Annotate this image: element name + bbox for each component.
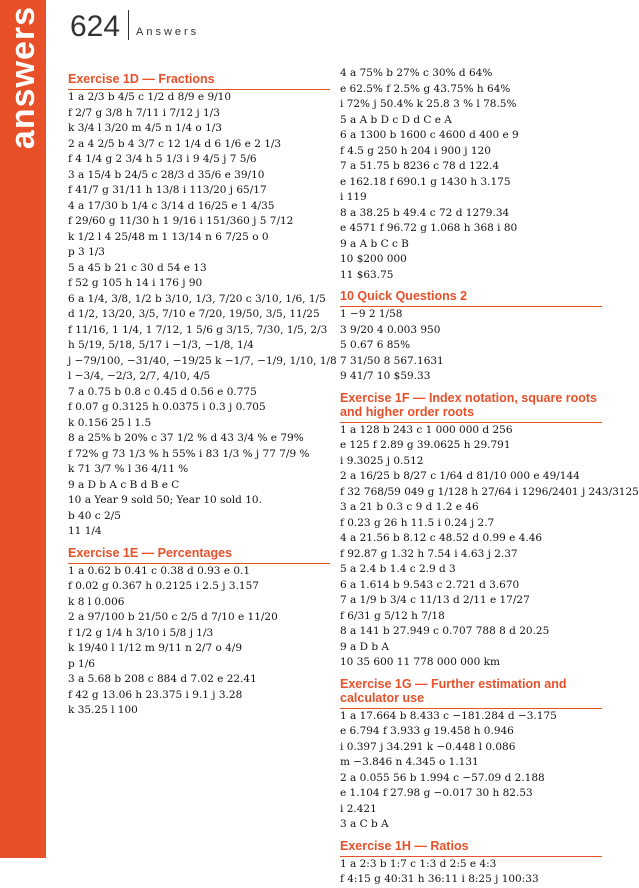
answer-line: 9 a D b A c B d B e C	[68, 478, 180, 491]
answer-line: f 72% g 73 1/3 % h 55% i 83 1/3 % j 77 7/9 %	[68, 447, 310, 460]
answer-line: 2 a 97/100 b 21/50 c 2/5 d 7/10 e 11/20	[68, 611, 278, 623]
answer-line: e 6.794 f 3.933 g 19.458 h 0.946	[340, 725, 514, 737]
answer-line: f 4:15 g 40:31 h 36:11 i 8:25 j 100:33	[340, 873, 539, 885]
answer-line: 5 0.67 6 85%	[340, 339, 411, 351]
answer-line: e 62.5% f 2.5% g 43.75% h 64%	[340, 82, 511, 95]
answer-line: f 32 768/59 049 g 1/128 h 27/64 i 1296/2401 j 243/3125	[340, 485, 639, 498]
answer-line: i 9.3025 j 0.512	[340, 454, 424, 467]
header-divider	[128, 10, 129, 40]
answer-line: 5 a 45 b 21 c 30 d 54 e 13	[68, 261, 207, 274]
answer-line: e 162.18 f 690.1 g 1430 h 3.175	[340, 175, 511, 188]
section-label: Answers	[136, 26, 200, 38]
exercise-heading: Exercise 1G — Further estimation and calculator use	[340, 676, 567, 705]
answer-line: f 0.02 g 0.367 h 0.2125 i 2.5 j 3.157	[68, 580, 259, 592]
answer-line: f 2/7 g 3/8 h 7/11 i 7/12 j 1/3	[68, 106, 220, 119]
answer-line: 6 a 1.614 b 9.543 c 2.721 d 3.670	[340, 578, 520, 591]
answer-line: 1 −9 2 1/58	[340, 308, 403, 320]
answer-line: 3 a 15/4 b 24/5 c 28/3 d 35/6 e 39/10	[68, 168, 265, 181]
answer-line: 10 $200 000	[340, 253, 407, 265]
answer-line: 11 1/4	[68, 525, 102, 537]
answer-line: 5 a 2.4 b 1.4 c 2.9 d 3	[340, 563, 456, 575]
exercise-heading: Exercise 1H — Ratios	[340, 838, 469, 853]
answer-line: f 29/60 g 11/30 h 1 9/16 i 151/360 j 5 7/12	[68, 215, 294, 227]
answer-line: l −3/4, −2/3, 2/7, 4/10, 4/5	[68, 370, 211, 382]
answer-line: 3 a C b A	[340, 818, 389, 830]
answer-line: f 4.5 g 250 h 204 i 900 j 120	[340, 144, 491, 157]
answer-line: 3 9/20 4 0.003 950	[340, 323, 441, 336]
answer-line: k 0.156 25 l 1.5	[68, 416, 152, 429]
answer-line: 4 a 21.56 b 8.12 c 48.52 d 0.99 e 4.46	[340, 532, 543, 544]
answer-line: b 40 c 2/5	[68, 509, 121, 522]
answer-line: 3 a 21 b 0.3 c 9 d 1.2 e 46	[340, 501, 479, 513]
answer-line: k 35.25 l 100	[68, 704, 138, 716]
answer-line: 7 a 51.75 b 8236 c 78 d 122.4	[340, 160, 500, 172]
exercise-heading: 10 Quick Questions 2	[340, 289, 468, 303]
right-column	[340, 66, 639, 888]
answer-line: f 92.87 g 1.32 h 7.54 i 4.63 j 2.37	[340, 547, 518, 560]
left-column	[68, 66, 337, 719]
answer-line: i 72% j 50.4% k 25.8 3 % l 78.5%	[340, 98, 517, 110]
answer-line: e 1.104 f 27.98 g −0.017 30 h 82.53	[340, 787, 533, 799]
answers-sidebar	[0, 0, 46, 858]
answer-line: p 1/6	[68, 657, 95, 670]
answer-line: 1 a 17.664 b 8.433 c −181.284 d −3.175	[340, 709, 557, 722]
answer-line: 9 a A b C c B	[340, 237, 409, 250]
exercise-heading: Exercise 1D — Fractions	[68, 72, 215, 86]
answer-line: 1 a 0.62 b 0.41 c 0.38 d 0.93 e 0.1	[68, 564, 251, 577]
exercise-heading: Exercise 1E — Percentages	[68, 545, 232, 560]
answer-line: 7 31/50 8 567.1631	[340, 354, 444, 367]
exercise-heading: Exercise 1F — Index notation, square roots and higher order roots	[340, 390, 598, 419]
answer-line: k 71 3/7 % l 36 4/11 %	[68, 463, 189, 475]
answer-line: k 1/2 l 4 25/48 m 1 13/14 n 6 7/25 o 0	[68, 230, 269, 243]
answer-line: 11 $63.75	[340, 268, 394, 281]
answer-line: 8 a 141 b 27.949 c 0.707 788 8 d 20.25	[340, 625, 550, 637]
answer-line: f 6/31 g 5/12 h 7/18	[340, 609, 445, 622]
answer-line: j −79/100, −31/40, −19/25 k −1/7, −1/9, 1/10, 1/8	[68, 354, 337, 367]
answer-line: e 125 f 2.89 g 39.0625 h 29.791	[340, 439, 511, 451]
answer-line: 10 35 600 11 778 000 000 km	[340, 656, 500, 668]
answer-line: 8 a 25% b 20% c 37 1/2 % d 43 3/4 % e 79%	[68, 432, 304, 444]
answer-line: 4 a 17/30 b 1/4 c 3/14 d 16/25 e 1 4/35	[68, 199, 275, 212]
answer-line: p 3 1/3	[68, 246, 105, 258]
sidebar-label: answers	[4, 6, 42, 150]
answer-line: 1 a 2/3 b 4/5 c 1/2 d 8/9 e 9/10	[68, 91, 232, 103]
answer-line: f 0.23 g 26 h 11.5 i 0.24 j 2.7	[340, 516, 495, 529]
answer-line: 7 a 0.75 b 0.8 c 0.45 d 0.56 e 0.775	[68, 385, 257, 398]
answer-line: 10 a Year 9 sold 50; Year 10 sold 10.	[68, 494, 262, 506]
answer-line: 6 a 1/4, 3/8, 1/2 b 3/10, 1/3, 7/20 c 3/10, 1/6, 1/5	[68, 292, 326, 305]
answer-line: 8 a 38.25 b 49.4 c 72 d 1279.34	[340, 206, 510, 219]
answer-line: 3 a 5.68 b 208 c 884 d 7.02 e 22.41	[68, 673, 257, 685]
answer-line: 1 a 2:3 b 1:7 c 1:3 d 2:5 e 4:3	[340, 857, 497, 870]
answer-line: f 0.07 g 0.3125 h 0.0375 i 0.3 j 0.705	[68, 401, 266, 413]
answer-line: i 2.421	[340, 802, 377, 815]
answer-line: 2 a 16/25 b 8/27 c 1/64 d 81/10 000 e 49/144	[340, 470, 580, 482]
answer-line: d 1/2, 13/20, 3/5, 7/10 e 7/20, 19/50, 3/5, 11/25	[68, 308, 320, 320]
answer-line: k 8 l 0.006	[68, 595, 125, 608]
answer-line: f 41/7 g 31/11 h 13/8 i 113/20 j 65/17	[68, 184, 267, 196]
answer-line: 4 a 75% b 27% c 30% d 64%	[340, 67, 493, 79]
answer-line: 2 a 4 2/5 b 4 3/7 c 12 1/4 d 6 1/6 e 2 1/3	[68, 137, 282, 150]
answer-line: 7 a 1/9 b 3/4 c 11/13 d 2/11 e 17/27	[340, 594, 530, 606]
answer-line: f 1/2 g 1/4 h 3/10 i 5/8 j 1/3	[68, 626, 214, 639]
answer-line: h 5/19, 5/18, 5/17 i −1/3, −1/8, 1/4	[68, 339, 254, 351]
answer-line: 1 a 128 b 243 c 1 000 000 d 256	[340, 423, 513, 436]
answer-line: i 119	[340, 191, 367, 203]
answer-line: e 4571 f 96.72 g 1.068 h 368 i 80	[340, 222, 518, 234]
answer-line: 9 41/7 10 $59.33	[340, 370, 431, 382]
answer-line: i 0.397 j 34.291 k −0.448 l 0.086	[340, 740, 516, 753]
answer-line: k 3/4 l 3/20 m 4/5 n 1/4 o 1/3	[68, 122, 222, 134]
answer-line: m −3.846 n 4.345 o 1.131	[340, 756, 479, 768]
page-number: 624	[70, 10, 121, 43]
answer-line: f 11/16, 1 1/4, 1 7/12, 1 5/6 g 3/15, 7/30, 1/5, 2/3	[68, 323, 328, 336]
answer-line: 2 a 0.055 56 b 1.994 c −57.09 d 2.188	[340, 771, 545, 784]
answer-line: 9 a D b A	[340, 640, 390, 653]
answer-line: k 19/40 l 1/12 m 9/11 n 2/7 o 4/9	[68, 642, 243, 654]
answer-line: f 42 g 13.06 h 23.375 i 9.1 j 3.28	[68, 688, 243, 701]
answer-line: 6 a 1300 b 1600 c 4600 d 400 e 9	[340, 129, 519, 141]
answer-line: f 4 1/4 g 2 3/4 h 5 1/3 i 9 4/5 j 7 5/6	[68, 153, 257, 165]
answer-line: f 52 g 105 h 14 i 176 j 90	[68, 277, 203, 289]
answer-line: 5 a A b D c D d C e A	[340, 113, 452, 126]
